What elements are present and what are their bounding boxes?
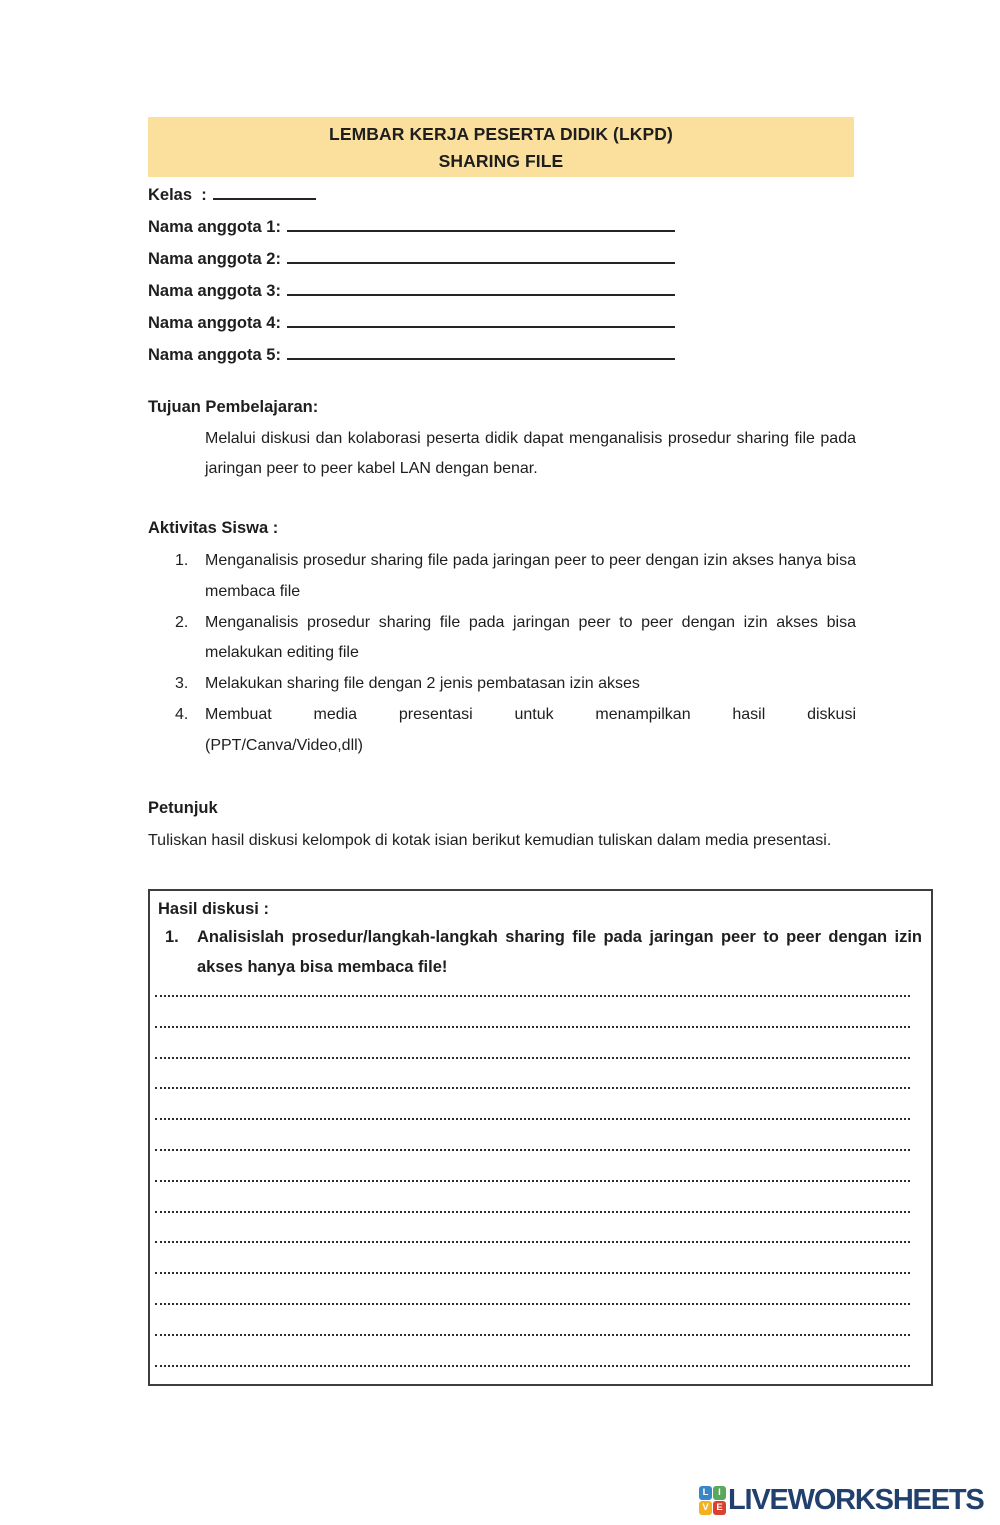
member-1-blank[interactable]: [287, 214, 675, 232]
item-number: 3.: [175, 675, 189, 693]
item-number: 4.: [175, 705, 189, 723]
answer-line: [155, 1089, 910, 1120]
aktivitas-item: [148, 669, 856, 700]
tujuan-heading: Tujuan Pembelajaran:: [148, 398, 319, 416]
answer-line: [155, 1243, 910, 1274]
member-2-blank[interactable]: [287, 246, 675, 264]
item-text: Menganalisis prosedur sharing file pada jaringan peer to peer dengan izin akses bisa melakukan editing file: [205, 613, 856, 662]
answer-line: [155, 1028, 910, 1059]
answer-line: [155, 1059, 910, 1090]
member-label: Nama anggota 2:: [148, 250, 281, 268]
member-label: Nama anggota 3:: [148, 282, 281, 300]
member-row: [148, 339, 855, 371]
logo-tile-v: V: [699, 1501, 712, 1515]
member-row: [148, 307, 855, 339]
question-text: Analisislah prosedur/langkah-langkah sharing file pada jaringan peer to peer dengan izin akses hanya bisa membaca file!: [197, 928, 922, 976]
member-row: [148, 211, 855, 243]
member-label: Nama anggota 4:: [148, 314, 281, 332]
member-row: [148, 243, 855, 275]
petunjuk-body: Tuliskan hasil diskusi kelompok di kotak isian berikut kemudian tuliskan dalam media presentasi.: [148, 832, 832, 849]
answer-line: [155, 982, 910, 997]
aktivitas-item: [148, 546, 856, 608]
tujuan-body: Melalui diskusi dan kolaborasi peserta didik dapat menganalisis prosedur sharing file pada jaringan peer to peer kabel LAN dengan benar.: [205, 430, 856, 477]
item-number: 1.: [175, 552, 189, 569]
answer-line: [155, 1151, 910, 1182]
item-text: Membuat media presentasi untuk menampilkan hasil diskusi: [205, 705, 856, 723]
kelas-label: Kelas :: [148, 186, 207, 204]
aktivitas-list: [148, 546, 856, 762]
member-label: Nama anggota 5:: [148, 346, 281, 364]
member-row: [148, 275, 855, 307]
answer-area[interactable]: [155, 982, 910, 1367]
answer-line: [155, 1182, 910, 1213]
worksheet-subtitle: SHARING FILE: [438, 151, 564, 171]
answer-line: [155, 1213, 910, 1244]
aktivitas-item: [148, 700, 856, 762]
answer-line: [155, 1274, 910, 1305]
kelas-row: [148, 179, 855, 211]
liveworksheets-logo-icon: [699, 1486, 726, 1515]
logo-tile-e: E: [713, 1501, 726, 1515]
item-number: 2.: [175, 613, 189, 631]
answer-line: [155, 1305, 910, 1336]
aktivitas-item: [148, 608, 856, 670]
liveworksheets-logo[interactable]: [699, 1485, 984, 1515]
title-banner: [148, 117, 854, 177]
item-text: Menganalisis prosedur sharing file pada jaringan peer to peer dengan izin akses hanya bisa membaca file: [205, 552, 856, 600]
answer-line: [155, 997, 910, 1028]
aktivitas-heading: Aktivitas Siswa :: [148, 519, 279, 537]
member-label: Nama anggota 1:: [148, 218, 281, 236]
hasil-heading: Hasil diskusi :: [158, 900, 269, 918]
kelas-blank[interactable]: [213, 182, 316, 200]
item-text: Melakukan sharing file dengan 2 jenis pembatasan izin akses: [205, 675, 640, 693]
petunjuk-heading: Petunjuk: [148, 799, 218, 817]
item-text-continued: (PPT/Canva/Video,dll): [205, 736, 363, 754]
member-3-blank[interactable]: [287, 278, 675, 296]
answer-line: [155, 1120, 910, 1151]
liveworksheets-wordmark: LIVEWORKSHEETS: [728, 1484, 984, 1516]
hasil-question: [150, 922, 931, 982]
worksheet-title: LEMBAR KERJA PESERTA DIDIK (LKPD): [329, 124, 673, 144]
logo-tile-l: L: [699, 1486, 712, 1500]
identity-form: [148, 179, 855, 371]
member-5-blank[interactable]: [287, 342, 675, 360]
logo-tile-i: I: [713, 1486, 726, 1500]
answer-line: [155, 1336, 910, 1367]
member-4-blank[interactable]: [287, 310, 675, 328]
question-number: 1.: [165, 928, 179, 946]
hasil-diskusi-box: [148, 889, 933, 1386]
